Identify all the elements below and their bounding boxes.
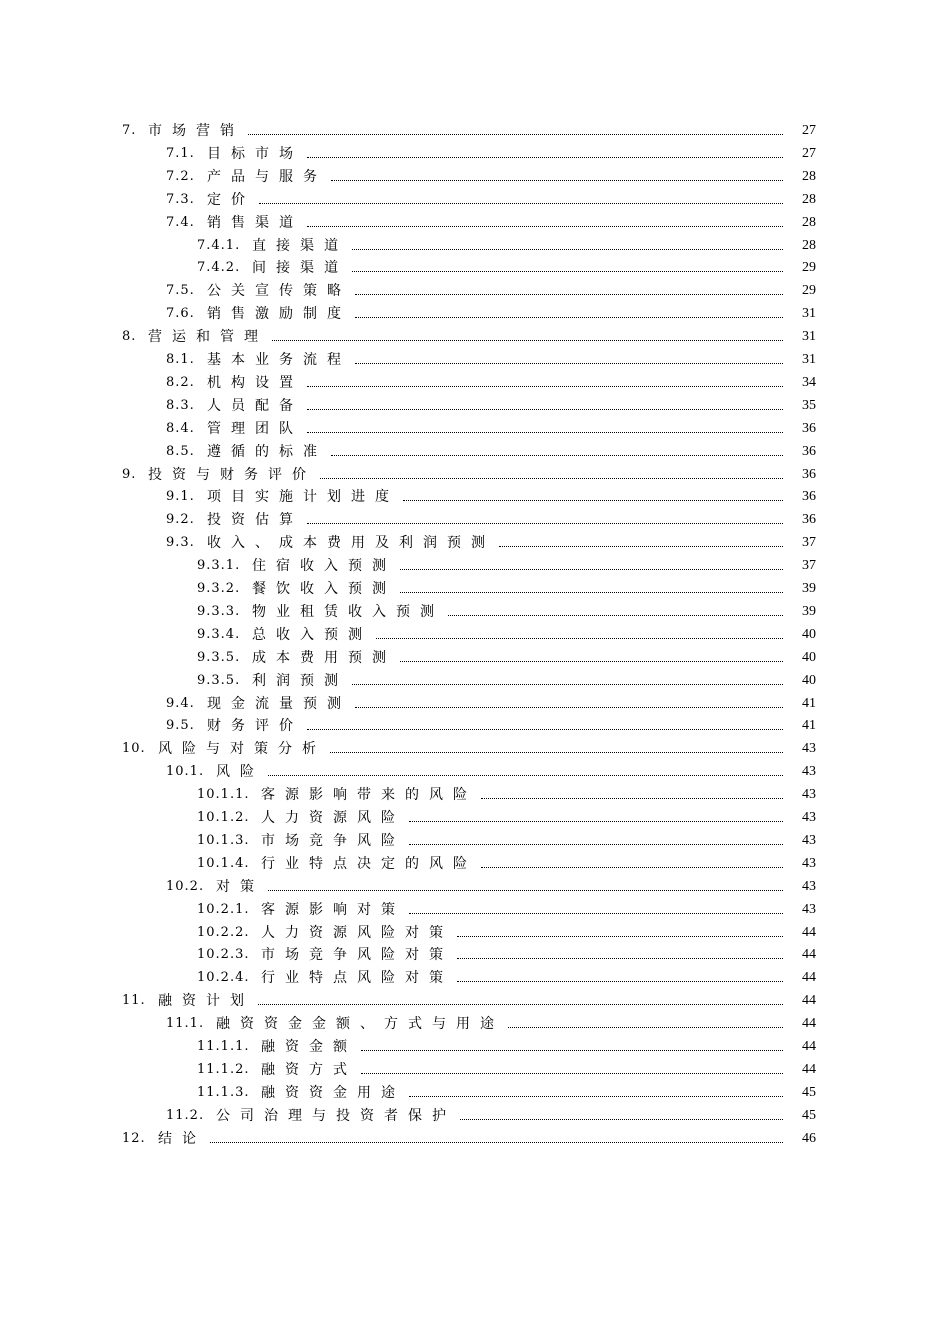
toc-entry[interactable] bbox=[0, 923, 950, 943]
toc-entry-page-number: 28 bbox=[802, 168, 816, 184]
toc-entry[interactable] bbox=[0, 1129, 950, 1149]
toc-entry-page-number: 40 bbox=[802, 626, 816, 642]
toc-entry-number: 11. bbox=[122, 993, 146, 1009]
toc-entry-page-number: 37 bbox=[802, 558, 816, 574]
toc-entry-title: 总收入预测 bbox=[252, 626, 372, 643]
toc-entry[interactable] bbox=[0, 373, 950, 393]
toc-entry-page-number: 35 bbox=[802, 397, 816, 413]
toc-entry-number: 9.1. bbox=[166, 489, 195, 505]
toc-entry[interactable] bbox=[0, 716, 950, 736]
toc-entry[interactable] bbox=[0, 991, 950, 1011]
toc-entry[interactable] bbox=[0, 258, 950, 278]
toc-entry-number: 8.3. bbox=[166, 397, 195, 413]
toc-entry-number: 10.2.2. bbox=[197, 924, 250, 940]
toc-dot-leader bbox=[248, 134, 783, 135]
toc-entry-title: 客源影响对策 bbox=[261, 901, 405, 918]
toc-entry[interactable] bbox=[0, 236, 950, 256]
toc-entry-title: 市场竞争风险对策 bbox=[261, 947, 453, 964]
toc-entry-page-number: 45 bbox=[802, 1107, 816, 1123]
toc-entry[interactable] bbox=[0, 327, 950, 347]
toc-entry-title: 营运和管理 bbox=[148, 329, 268, 346]
toc-dot-leader bbox=[259, 203, 783, 204]
toc-entry-page-number: 28 bbox=[802, 237, 816, 253]
toc-entry-number: 11.1.3. bbox=[197, 1084, 250, 1100]
toc-entry-title: 融资计划 bbox=[158, 993, 254, 1010]
toc-entry-number: 7. bbox=[122, 123, 137, 138]
toc-entry[interactable] bbox=[0, 945, 950, 965]
toc-entry-number: 11.1.2. bbox=[197, 1061, 250, 1077]
toc-entry-page-number: 34 bbox=[802, 374, 816, 390]
toc-entry-page-number: 29 bbox=[802, 283, 816, 299]
toc-dot-leader bbox=[307, 729, 783, 730]
toc-entry-number: 10.1.2. bbox=[197, 810, 250, 825]
toc-entry-page-number: 43 bbox=[802, 764, 816, 780]
toc-entry[interactable] bbox=[0, 1083, 950, 1103]
toc-entry-page-number: 28 bbox=[802, 214, 816, 230]
toc-entry[interactable] bbox=[0, 671, 950, 691]
toc-entry-title: 直接渠道 bbox=[252, 237, 348, 254]
toc-entry-title: 人力资源风险对策 bbox=[261, 924, 453, 941]
toc-entry-number: 9.3.3. bbox=[197, 603, 241, 619]
toc-entry[interactable] bbox=[0, 694, 950, 714]
toc-entry-page-number: 39 bbox=[802, 603, 816, 619]
toc-entry-title: 风险与对策分析 bbox=[158, 741, 326, 758]
toc-entry-title: 融资资金用途 bbox=[261, 1084, 405, 1101]
toc-entry-number: 9.5. bbox=[166, 718, 195, 734]
toc-entry-page-number: 31 bbox=[802, 329, 816, 345]
toc-entry-number: 10.2.1. bbox=[197, 901, 250, 917]
toc-entry-number: 10.2.3. bbox=[197, 947, 250, 963]
toc-entry-page-number: 43 bbox=[802, 832, 816, 848]
toc-entry-title: 融资资金金额、方式与用途 bbox=[216, 1016, 504, 1033]
toc-entry[interactable] bbox=[0, 304, 950, 324]
toc-dot-leader bbox=[258, 1004, 783, 1005]
toc-entry-title: 利润预测 bbox=[252, 672, 348, 689]
toc-dot-leader bbox=[210, 1142, 783, 1143]
toc-entry-page-number: 44 bbox=[802, 924, 816, 940]
toc-entry-title: 风险 bbox=[216, 764, 264, 781]
toc-entry-page-number: 31 bbox=[802, 306, 816, 322]
toc-entry-title: 收入、成本费用及利润预测 bbox=[207, 535, 495, 552]
toc-entry-page-number: 43 bbox=[802, 787, 816, 803]
toc-entry-title: 遵循的标准 bbox=[207, 443, 327, 460]
toc-dot-leader bbox=[330, 752, 783, 753]
toc-dot-leader bbox=[457, 958, 783, 959]
toc-dot-leader bbox=[361, 1050, 783, 1051]
toc-entry[interactable] bbox=[0, 419, 950, 439]
toc-entry-number: 7.4. bbox=[166, 214, 195, 230]
toc-entry[interactable] bbox=[0, 1106, 950, 1126]
toc-entry-page-number: 43 bbox=[802, 878, 816, 894]
toc-entry-number: 9.3. bbox=[166, 535, 195, 551]
toc-entry-number: 7.1. bbox=[166, 145, 195, 161]
toc-entry-number: 12. bbox=[122, 1130, 146, 1146]
toc-entry-number: 9.4. bbox=[166, 695, 195, 711]
toc-entry-title: 人员配备 bbox=[207, 397, 303, 414]
toc-entry-title: 住宿收入预测 bbox=[252, 558, 396, 575]
toc-dot-leader bbox=[499, 546, 783, 547]
toc-entry-title: 行业特点风险对策 bbox=[261, 970, 453, 987]
toc-entry[interactable] bbox=[0, 648, 950, 668]
toc-entry-page-number: 29 bbox=[802, 260, 816, 276]
toc-entry-title: 基本业务流程 bbox=[207, 352, 351, 368]
toc-entry[interactable] bbox=[0, 121, 950, 141]
toc-entry-title: 销售激励制度 bbox=[207, 306, 351, 323]
toc-entry-page-number: 44 bbox=[802, 993, 816, 1009]
toc-entry-number: 11.1. bbox=[166, 1016, 205, 1032]
toc-entry-number: 7.3. bbox=[166, 191, 195, 207]
toc-dot-leader bbox=[307, 432, 783, 433]
toc-dot-leader bbox=[361, 1073, 783, 1074]
toc-entry-page-number: 36 bbox=[802, 443, 816, 459]
toc-dot-leader bbox=[376, 638, 783, 639]
toc-entry[interactable] bbox=[0, 1060, 950, 1080]
toc-dot-leader bbox=[268, 890, 783, 891]
toc-entry-number: 8.1. bbox=[166, 352, 195, 367]
toc-entry-number: 9.3.2. bbox=[197, 581, 241, 596]
toc-dot-leader bbox=[307, 523, 783, 524]
toc-dot-leader bbox=[448, 615, 783, 616]
toc-entry-number: 8. bbox=[122, 329, 137, 345]
toc-entry-page-number: 43 bbox=[802, 741, 816, 757]
toc-entry-title: 融资方式 bbox=[261, 1061, 357, 1078]
toc-dot-leader bbox=[320, 478, 783, 479]
toc-dot-leader bbox=[331, 455, 783, 456]
toc-entry-page-number: 43 bbox=[802, 855, 816, 871]
toc-entry-page-number: 36 bbox=[802, 420, 816, 436]
toc-entry[interactable] bbox=[0, 442, 950, 462]
toc-entry-title: 市场营销 bbox=[148, 123, 244, 139]
toc-entry-title: 融资金额 bbox=[261, 1039, 357, 1055]
toc-entry[interactable] bbox=[0, 625, 950, 645]
toc-entry[interactable] bbox=[0, 281, 950, 301]
toc-entry-page-number: 39 bbox=[802, 581, 816, 596]
toc-entry[interactable] bbox=[0, 579, 950, 599]
toc-entry-title: 成本费用预测 bbox=[252, 649, 396, 666]
toc-entry-title: 公司治理与投资者保护 bbox=[216, 1107, 456, 1124]
toc-dot-leader bbox=[409, 1096, 783, 1097]
toc-entry-title: 行业特点决定的风险 bbox=[261, 855, 477, 872]
toc-entry-page-number: 43 bbox=[802, 901, 816, 917]
toc-dot-leader bbox=[409, 913, 783, 914]
toc-entry-number: 9.2. bbox=[166, 512, 195, 528]
toc-dot-leader bbox=[331, 180, 783, 181]
toc-entry-title: 销售渠道 bbox=[207, 214, 303, 231]
toc-dot-leader bbox=[481, 867, 783, 868]
toc-entry-title: 餐饮收入预测 bbox=[252, 581, 396, 597]
toc-entry[interactable] bbox=[0, 144, 950, 164]
toc-entry-title: 财务评价 bbox=[207, 718, 303, 735]
toc-entry-title: 间接渠道 bbox=[252, 260, 348, 277]
toc-entry-number: 7.4.2. bbox=[197, 260, 241, 276]
toc-entry-title: 现金流量预测 bbox=[207, 695, 351, 712]
toc-dot-leader bbox=[355, 363, 783, 364]
toc-dot-leader bbox=[272, 340, 783, 341]
toc-entry-page-number: 40 bbox=[802, 672, 816, 688]
toc-entry-number: 10.2.4. bbox=[197, 970, 250, 986]
toc-entry-page-number: 41 bbox=[802, 718, 816, 734]
toc-entry-title: 对策 bbox=[216, 878, 264, 895]
toc-dot-leader bbox=[508, 1027, 783, 1028]
toc-entry-page-number: 28 bbox=[802, 191, 816, 207]
toc-dot-leader bbox=[409, 844, 783, 845]
toc-entry-page-number: 36 bbox=[802, 512, 816, 528]
toc-entry[interactable] bbox=[0, 785, 950, 805]
toc-dot-leader bbox=[481, 798, 783, 799]
toc-entry-page-number: 44 bbox=[802, 970, 816, 986]
toc-entry-page-number: 36 bbox=[802, 466, 816, 482]
toc-entry-page-number: 45 bbox=[802, 1084, 816, 1100]
toc-entry[interactable] bbox=[0, 190, 950, 210]
toc-dot-leader bbox=[409, 821, 783, 822]
toc-entry[interactable] bbox=[0, 533, 950, 553]
toc-entry-number: 10.1. bbox=[166, 764, 205, 780]
toc-entry[interactable] bbox=[0, 831, 950, 851]
toc-entry-title: 机构设置 bbox=[207, 374, 303, 391]
toc-entry-number: 8.5. bbox=[166, 443, 195, 459]
toc-entry-title: 公关宣传策略 bbox=[207, 283, 351, 300]
toc-dot-leader bbox=[403, 500, 783, 501]
toc-entry[interactable] bbox=[0, 167, 950, 187]
toc-entry-page-number: 40 bbox=[802, 649, 816, 665]
toc-dot-leader bbox=[460, 1119, 783, 1120]
toc-entry-title: 定价 bbox=[207, 191, 255, 208]
toc-dot-leader bbox=[307, 409, 783, 410]
toc-entry-number: 9. bbox=[122, 466, 137, 482]
toc-entry-page-number: 44 bbox=[802, 1061, 816, 1077]
toc-entry-title: 产品与服务 bbox=[207, 168, 327, 185]
toc-entry-number: 9.3.4. bbox=[197, 626, 241, 642]
toc-entry-title: 客源影响带来的风险 bbox=[261, 787, 477, 804]
toc-entry[interactable] bbox=[0, 602, 950, 622]
toc-entry[interactable] bbox=[0, 968, 950, 988]
toc-entry-page-number: 44 bbox=[802, 1016, 816, 1032]
toc-dot-leader bbox=[352, 271, 783, 272]
toc-entry[interactable] bbox=[0, 877, 950, 897]
toc-entry-title: 管理团队 bbox=[207, 420, 303, 437]
toc-entry-title: 人力资源风险 bbox=[261, 810, 405, 826]
toc-entry-page-number: 43 bbox=[802, 810, 816, 825]
toc-entry-page-number: 46 bbox=[802, 1130, 816, 1146]
toc-dot-leader bbox=[307, 226, 783, 227]
toc-dot-leader bbox=[307, 157, 783, 158]
toc-entry-title: 结论 bbox=[158, 1130, 206, 1147]
toc-entry[interactable] bbox=[0, 350, 950, 370]
toc-entry-page-number: 44 bbox=[802, 1039, 816, 1054]
toc-dot-leader bbox=[352, 249, 783, 250]
toc-entry-number: 10.1.4. bbox=[197, 855, 250, 871]
toc-entry[interactable] bbox=[0, 487, 950, 507]
toc-entry-number: 7.4.1. bbox=[197, 237, 241, 253]
toc-entry-title: 项目实施计划进度 bbox=[207, 489, 399, 506]
toc-entry[interactable] bbox=[0, 900, 950, 920]
toc-entry-number: 8.2. bbox=[166, 374, 195, 390]
toc-entry-number: 11.2. bbox=[166, 1107, 205, 1123]
toc-entry-number: 9.3.5. bbox=[197, 649, 241, 665]
toc-entry-number: 7.2. bbox=[166, 168, 195, 184]
toc-entry[interactable] bbox=[0, 762, 950, 782]
toc-entry-page-number: 41 bbox=[802, 695, 816, 711]
toc-entry-number: 9.3.5. bbox=[197, 672, 241, 688]
toc-entry[interactable] bbox=[0, 854, 950, 874]
toc-dot-leader bbox=[355, 294, 783, 295]
toc-dot-leader bbox=[457, 936, 783, 937]
toc-entry-page-number: 27 bbox=[802, 145, 816, 161]
toc-entry[interactable] bbox=[0, 739, 950, 759]
toc-entry-title: 投资估算 bbox=[207, 512, 303, 529]
toc-entry-number: 8.4. bbox=[166, 420, 195, 436]
toc-dot-leader bbox=[268, 775, 783, 776]
toc-entry[interactable] bbox=[0, 1037, 950, 1057]
toc-dot-leader bbox=[307, 386, 783, 387]
toc-dot-leader bbox=[355, 707, 783, 708]
toc-entry-number: 10.1.1. bbox=[197, 787, 250, 803]
toc-entry-title: 投资与财务评价 bbox=[148, 466, 316, 483]
toc-entry[interactable] bbox=[0, 465, 950, 485]
toc-entry-number: 11.1.1. bbox=[197, 1039, 250, 1054]
toc-entry-number: 7.6. bbox=[166, 306, 195, 322]
toc-entry-title: 市场竞争风险 bbox=[261, 832, 405, 849]
toc-dot-leader bbox=[400, 592, 783, 593]
toc-entry-number: 10. bbox=[122, 741, 146, 757]
toc-entry-page-number: 37 bbox=[802, 535, 816, 551]
toc-entry-page-number: 36 bbox=[802, 489, 816, 505]
toc-dot-leader bbox=[400, 569, 783, 570]
toc-dot-leader bbox=[400, 661, 783, 662]
toc-dot-leader bbox=[352, 684, 783, 685]
toc-entry[interactable] bbox=[0, 808, 950, 828]
toc-entry[interactable] bbox=[0, 213, 950, 233]
toc-entry-number: 9.3.1. bbox=[197, 558, 241, 574]
toc-entry-number: 10.1.3. bbox=[197, 832, 250, 848]
toc-entry[interactable] bbox=[0, 510, 950, 530]
toc-entry[interactable] bbox=[0, 556, 950, 576]
toc-entry-page-number: 44 bbox=[802, 947, 816, 963]
toc-entry-number: 10.2. bbox=[166, 878, 205, 894]
toc-entry-page-number: 31 bbox=[802, 352, 816, 367]
toc-entry-page-number: 27 bbox=[802, 123, 816, 138]
toc-entry[interactable] bbox=[0, 396, 950, 416]
toc-entry-title: 目标市场 bbox=[207, 145, 303, 162]
toc-dot-leader bbox=[355, 317, 783, 318]
toc-entry-title: 物业租赁收入预测 bbox=[252, 603, 444, 620]
toc-entry-number: 7.5. bbox=[166, 283, 195, 299]
toc-dot-leader bbox=[457, 981, 783, 982]
toc-entry[interactable] bbox=[0, 1014, 950, 1034]
